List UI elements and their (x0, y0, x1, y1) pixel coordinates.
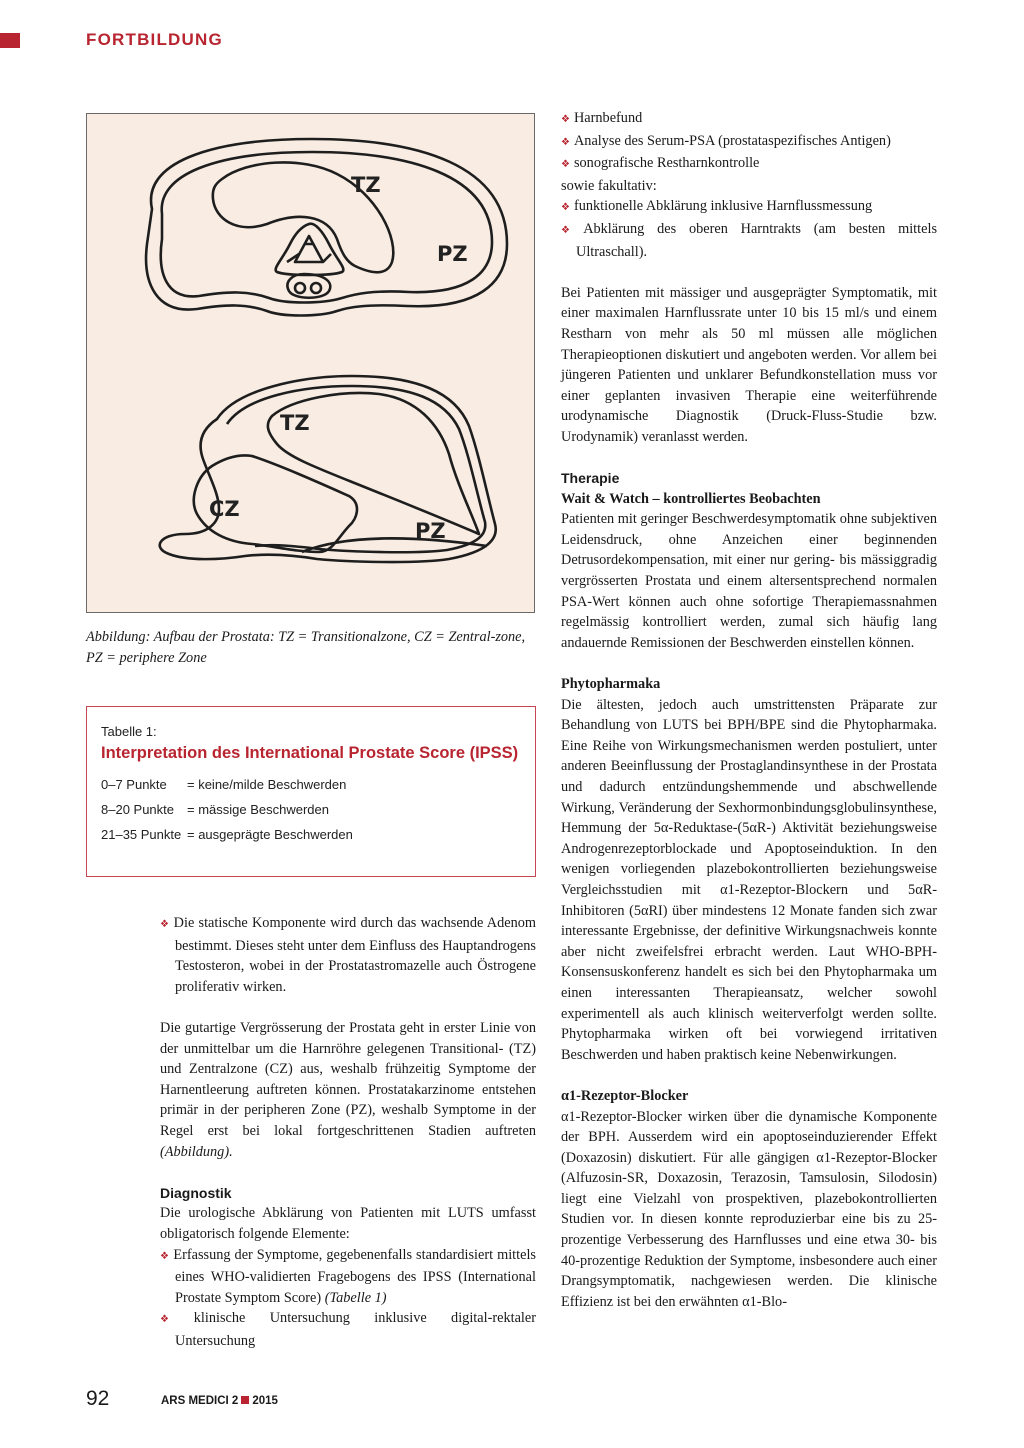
paragraph-zones: Die gutartige Vergrösserung der Prostata geht in erster Linie von der unmittelbar um die Harnröhre gelegenen Transitional- (TZ) und Zentralzone (CZ) aus, weshalb frühzeitig Symptome der Harnentleerung auftreten können. Prostatakarzinome entstehen primär in der peripheren Zone (PZ), weshalb Symptome in der Regel erst bei lokal fortgeschrittenen Stadien auftreten (Abbildung). (160, 1019, 536, 1160)
label-tz-top: TZ (351, 173, 381, 197)
footer-square-icon (241, 1396, 249, 1404)
heading-wait-watch: Wait & Watch – kontrolliertes Beobachten (561, 490, 821, 507)
journal-year: 2015 (252, 1395, 278, 1407)
label-pz-top: PZ (437, 242, 468, 266)
table-label: Tabelle 1: (101, 724, 157, 739)
diamond-bullet-icon: ❖ (160, 1314, 190, 1326)
heading-alpha-blocker: α1-Rezeptor-Blocker (561, 1087, 689, 1104)
duct-right (311, 283, 321, 293)
table-meaning: = mässige Beschwerden (187, 802, 329, 817)
table-row (101, 827, 521, 842)
diag-intro: Die urologische Abklärung von Patienten mit LUTS umfasst obligatorisch folgende Elemente: (160, 1205, 536, 1242)
bullet-symptoms: ❖ Erfassung der Symptome, gegebenenfalls standardisiert mittels eines WHO-validierten Fragebogens des IPSS (International Prostate Symptom Score) (Tabelle 1) (160, 1246, 536, 1306)
paragraph-patients: Bei Patienten mit mässiger und ausgeprägter Symptomatik, mit einer maximalen Harnflussrate unter 10 bis 15 ml/s und einem Restharn von mehr als 50 ml müssen alle möglichen Therapieoptionen diskutiert und angeboten werden. Vor allem bei jüngeren Patienten und unklarer Befundkonstellation muss vor einer geplanten invasiven Therapie eine weiterführende urodynamische Diagnostik (Druck-Fluss-Studie bzw. Urodynamik) veranlasst werden. (561, 284, 937, 445)
label-cz: CZ (209, 497, 240, 521)
right-column-text (561, 108, 937, 1312)
section-label: FORTBILDUNG (86, 30, 223, 49)
diamond-bullet-icon: ❖ (561, 224, 580, 236)
label-tz-bottom: TZ (280, 411, 310, 435)
figure-caption: Abbildung: Aufbau der Prostata: TZ = Transitionalzone, CZ = Zentral-zone, PZ = periphere Zone (86, 629, 526, 666)
label-pz-bottom: PZ (415, 519, 446, 543)
paragraph-alpha-blocker: α1-Rezeptor-Blocker wirken über die dynamische Komponente der BPH. Ausserdem wird ein apoptoseinduzierender Effekt (Doxazosin) diskutiert. Für alle gängigen α1-Rezeptor-Blocker (Alfuzosin-SR, Doxazosin, Terazosin, Tamsulosin, Silodosin) liegt eine Vielzahl von prospektiven, plazebokontrollierten Studien vor. In diesen konnte reproduzierbar eine bis zu 25-prozentige Verbesserung des Harnflusses und eine etwa 30- bis 40-prozentige Reduktion der Symptome, insbesondere auch einer Drangsymptomatik, nachgewiesen werden. Die klinische Effizienz ist bei den erwähnten α1-Blo- (561, 1108, 937, 1310)
journal-name: ARS MEDICI 2 (161, 1395, 239, 1407)
table-points: 21–35 Punkte (101, 827, 182, 842)
bullet-harnbefund: ❖ Harnbefund (561, 110, 643, 126)
left-column-text (160, 913, 536, 1351)
diamond-bullet-icon: ❖ (160, 1250, 170, 1262)
table-title: Interpretation des International Prostate Score (IPSS) (101, 744, 519, 762)
diamond-bullet-icon: ❖ (160, 919, 170, 930)
table-points: 0–7 Punkte (101, 777, 167, 792)
table-points: 8–20 Punkte (101, 802, 175, 817)
bullet-restharn: ❖ sonografische Restharnkontrolle (561, 155, 760, 172)
diamond-bullet-icon: ❖ (561, 159, 570, 171)
heading-therapie: Therapie (561, 470, 620, 487)
table-row (101, 777, 521, 792)
colliculus (287, 274, 330, 298)
inner-capsule-bottom (227, 386, 485, 552)
header-accent-block (0, 33, 20, 48)
table-meaning: = ausgeprägte Beschwerden (187, 827, 353, 842)
paragraph-phytopharmaka: Die ältesten, jedoch auch umstrittensten Präparate zur Behandlung von LUTS bei BPH/BPE sind die Phytopharmaka. Eine Reihe von Wirkungsmechanismen werden postuliert, unter anderen Beeinflussung der Prostaglandinsynthese in der Prostata und dadurch entzündungshemmende und abschwellende Wirkung, Veränderung der Sexhormonbindungsglobulinsynthese, Hemmung der 5α-Reduktase-(5αR-) Aktivität beziehungsweise Androgenrezeptorblockade und Apoptoseinduktion. In den wenigen vorliegenden plazebokontrollierten beziehungsweise Vergleichsstudien mit α1-Rezeptor-Blockern und 5αR-Inhibitoren (5αRI) über mindestens 12 Monate fanden sich zwar interessante Ergebnisse, der definitive Wirkungsnachweis konnte aber nicht zweifelsfrei erbracht werden. Laut WHO-BPH-Konsensuskonferenz handelt es sich bei den Phytopharmaka um einen interessanten Therapieansatz, welcher sowohl experimentell als auch klinisch weiterverfolgt werden sollte. Phytopharmaka wirken oft bei vorwiegend irritativen Beschwerden und haben praktisch keine Nebenwirkungen. (561, 696, 937, 1063)
diamond-bullet-icon: ❖ (561, 202, 570, 214)
ducts (287, 244, 331, 262)
heading-phytopharmaka: Phytopharmaka (561, 676, 661, 693)
prostate-diagram (87, 114, 536, 614)
urethra-inner (295, 236, 323, 262)
duct-left (295, 283, 305, 293)
diamond-bullet-icon: ❖ (561, 136, 570, 148)
paragraph-wait-watch: Patienten mit geringer Beschwerdesymptomatik ohne subjektiven Leidensdruck, ohne Anzeichen einer beginnenden Detrusordekompensation, mit einer nur gering- bis mässiggradig vergrösserten Prostata und einem altersentsprechend normalen PSA-Wert können auch ohne sofortige Therapiemassnahmen regelmässig kontrolliert werden, zumal sich häufig lang andauernde Remissionen der Beschwerden einstellen können. (561, 511, 937, 651)
heading-diagnostik: Diagnostik (160, 1184, 232, 1201)
table-row (101, 802, 521, 817)
bullet-psa: ❖ Analyse des Serum-PSA (prostataspezifisches Antigen) (561, 132, 891, 149)
bullet-harnfluss: ❖ funktionelle Abklärung inklusive Harnflussmessung (561, 198, 873, 215)
page-number: 92 (86, 1387, 110, 1410)
prostate-figure (86, 113, 535, 613)
journal-footer (161, 1395, 278, 1407)
bullet-examination: ❖ klinische Untersuchung inklusive digital-rektaler Untersuchung (160, 1310, 536, 1349)
bullet-harntrakt: ❖ Abklärung des oberen Harntrakts (am besten mittels Ultraschall). (561, 220, 938, 260)
table-ipss (86, 706, 536, 877)
diamond-bullet-icon: ❖ (561, 114, 570, 125)
bullet-static-component: ❖ Die statische Komponente wird durch das wachsende Adenom bestimmt. Dieses steht unter dem Einfluss des Hauptandrogens Testosteron, wobei in der Prostatastromazelle auch Östrogene proliferativ wirken. (160, 915, 536, 995)
facultative-label: sowie fakultativ: (561, 177, 657, 194)
table-meaning: = keine/milde Beschwerden (187, 777, 347, 792)
